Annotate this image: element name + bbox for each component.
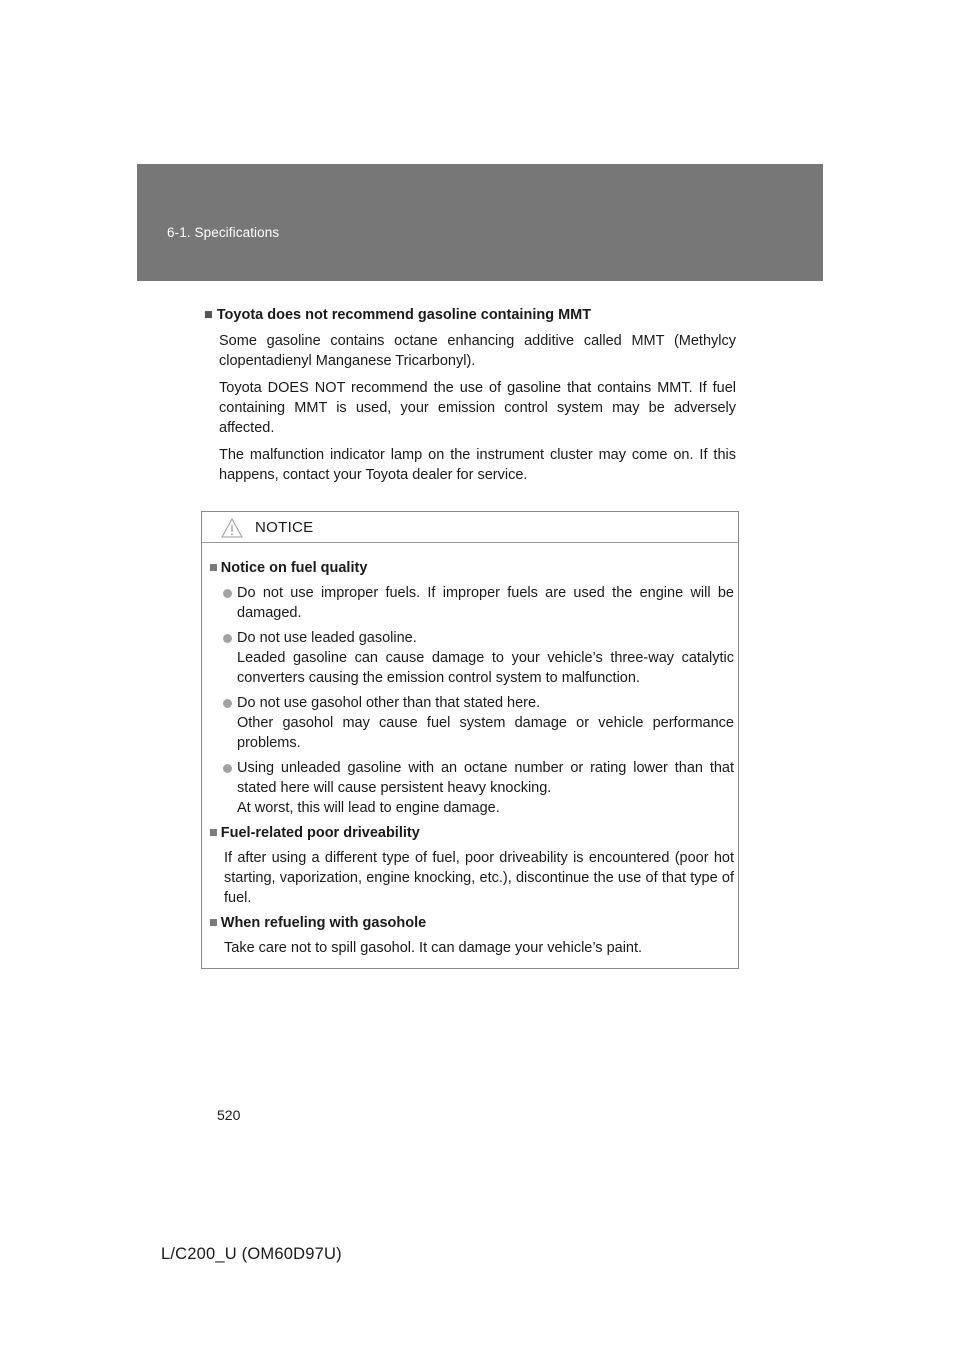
square-bullet-icon: ■ [209,915,218,931]
section-label: 6-1. Specifications [167,225,280,240]
notice-body [202,543,738,958]
list-item: Do not use improper fuels. If improper fuels are used the engine will be damaged. [209,583,734,623]
mmt-paragraph: Toyota DOES NOT recommend the use of gasoline that contains MMT. If fuel containing MMT is used, your emission control system may be adversely affected. [219,380,736,436]
list-item: Do not use gasohol other than that stated here. Other gasohol may cause fuel system damage or vehicle performance problems. [209,693,734,753]
mmt-paragraph: The malfunction indicator lamp on the instrument cluster may come on. If this happens, contact your Toyota dealer for service. [219,447,736,483]
section-header-band [137,164,823,281]
mmt-paragraph: Some gasoline contains octane enhancing additive called MMT (Methylcy clopentadienyl Manganese Tricarbonyl). [219,333,736,369]
mmt-heading: ■ Toyota does not recommend gasoline containing MMT [204,307,592,323]
mmt-section [204,305,736,492]
square-bullet-icon: ■ [209,825,218,841]
bullet-dot-icon [223,634,232,643]
bullet-dot-icon [223,764,232,773]
list-item: Using unleaded gasoline with an octane number or rating lower than that stated here will cause persistent heavy knocking. At worst, this will lead to engine damage. [209,758,734,818]
bullet-dot-icon [223,699,232,708]
notice-title: NOTICE [255,519,314,536]
square-bullet-icon: ■ [209,560,218,576]
list-item: Do not use leaded gasoline. Leaded gasoline can cause damage to your vehicle’s three-way catalytic converters causing the emission control system to malfunction. [209,628,734,688]
driveability-heading: ■ Fuel-related poor driveability [209,825,420,841]
square-bullet-icon: ■ [204,307,213,323]
gasohole-paragraph: Take care not to spill gasohol. It can damage your vehicle’s paint. [224,940,643,956]
driveability-paragraph: If after using a different type of fuel, poor driveability is encountered (poor hot starting, vaporization, engine knocking, etc.), discontinue the use of that type of fuel. [224,850,734,906]
document-code: L/C200_U (OM60D97U) [161,1245,342,1263]
page-number: 520 [217,1107,241,1123]
notice-header [202,512,738,543]
gasohole-heading: ■ When refueling with gasohole [209,915,427,931]
warning-triangle-icon [221,518,243,538]
fuel-quality-heading: ■ Notice on fuel quality [209,560,368,576]
bullet-dot-icon [223,589,232,598]
notice-box [201,511,739,969]
